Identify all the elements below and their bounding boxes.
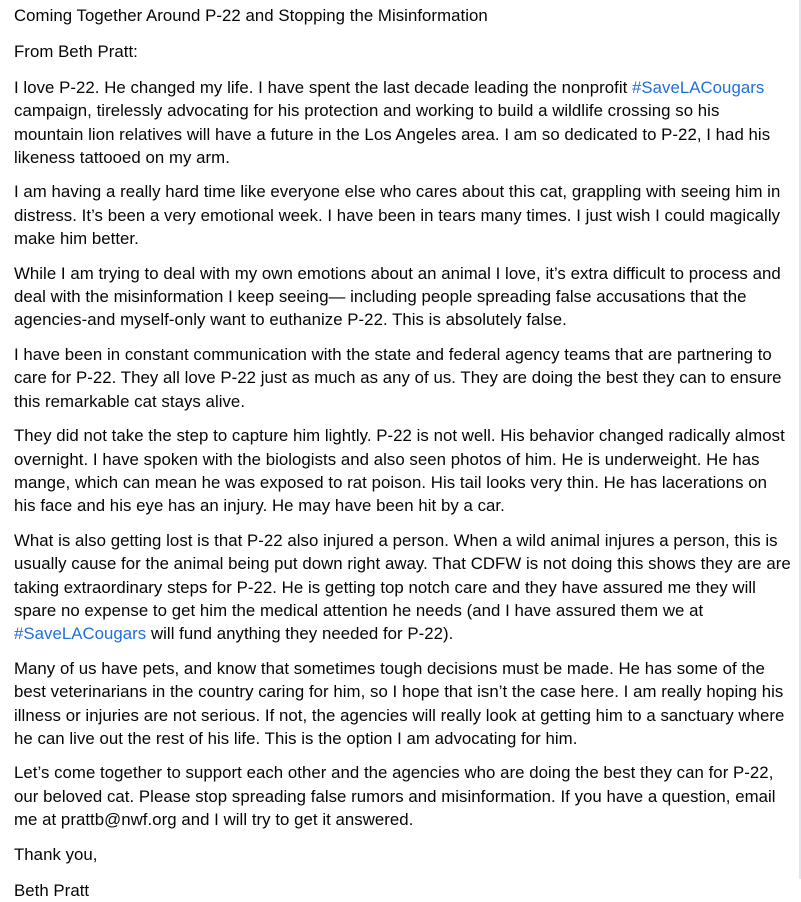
paragraph-7: Many of us have pets, and know that sometimes tough decisions must be made. He has some of the best veterinarians in the country caring for him, so I hope that isn’t the case here. I am really hoping his illness or injuries are not serious. If not, the agencies will really look at getting him to a sanctuary where he can live out the rest of his life. This is the option I am advocating for him. bbox=[14, 658, 785, 748]
closing-line: Thank you, bbox=[14, 844, 98, 864]
paragraph-6-text-b: will fund anything they needed for P-22). bbox=[146, 624, 454, 644]
post-attribution: From Beth Pratt: bbox=[14, 42, 138, 62]
paragraph-2: I am having a really hard time like everyone else who cares about this cat, grappling with seeing him in distress. It’s been a very emotional week. I have been in tears many times. I just wish I could magically make him better. bbox=[14, 182, 781, 249]
paragraph-4: I have been in constant communication with the state and federal agency teams that are partnering to care for P-22. They all love P-22 just as much as any of us. They are doing the best they can to ensure this remarkable cat stays alive. bbox=[14, 344, 782, 411]
paragraph-6 bbox=[14, 529, 793, 646]
paragraph-5: They did not take the step to capture him lightly. P-22 is not well. His behavior changed radically almost overnight. I have spoken with the biologists and also seen photos of him. He is underweight. He has mange, which can mean he was exposed to rat poison. His tail looks very thin. He has lacerations on his face and his eye has an injury. He may have been hit by a car. bbox=[14, 426, 785, 516]
hashtag-link-savelacougars[interactable]: #SaveLACougars bbox=[632, 77, 765, 97]
signature: Beth Pratt bbox=[14, 881, 90, 900]
paragraph-1-text-a: I love P-22. He changed my life. I have spent the last decade leading the nonprofit bbox=[14, 77, 633, 97]
paragraph-1 bbox=[14, 76, 793, 170]
paragraph-1-text-b: campaign, tirelessly advocating for his protection and working to build a wildlife crossing so his mountain lion relatives will have a future in the Los Angeles area. I am so dedicated to P-22, I had his likeness tattooed on my arm. bbox=[14, 101, 771, 168]
paragraph-3: While I am trying to deal with my own emotions about an animal I love, it’s extra difficult to process and deal with the misinformation I keep seeing— including people spreading false accusations that the agencies-and myself-only want to euthanize P-22. This is absolutely false. bbox=[14, 263, 781, 330]
paragraph-8: Let’s come together to support each other and the agencies who are doing the best they can for P-22, our beloved cat. Please stop spreading false rumors and misinformation. If you have a question, email me at prattb@nwf.org and I will try to get it answered. bbox=[14, 763, 776, 830]
hashtag-link-savelacougars[interactable]: #SaveLACougars bbox=[14, 624, 147, 644]
paragraph-6-text-a: What is also getting lost is that P-22 also injured a person. When a wild animal injures a person, this is usually cause for the animal being put down right away. That CDFW is not doing this shows they are are taking extraordinary steps for P-22. He is getting top notch care and they have assured me they will spare no expense to get him the medical attention he needs (and I have assured them we at bbox=[14, 530, 791, 620]
post-title: Coming Together Around P-22 and Stopping the Misinformation bbox=[14, 6, 488, 25]
